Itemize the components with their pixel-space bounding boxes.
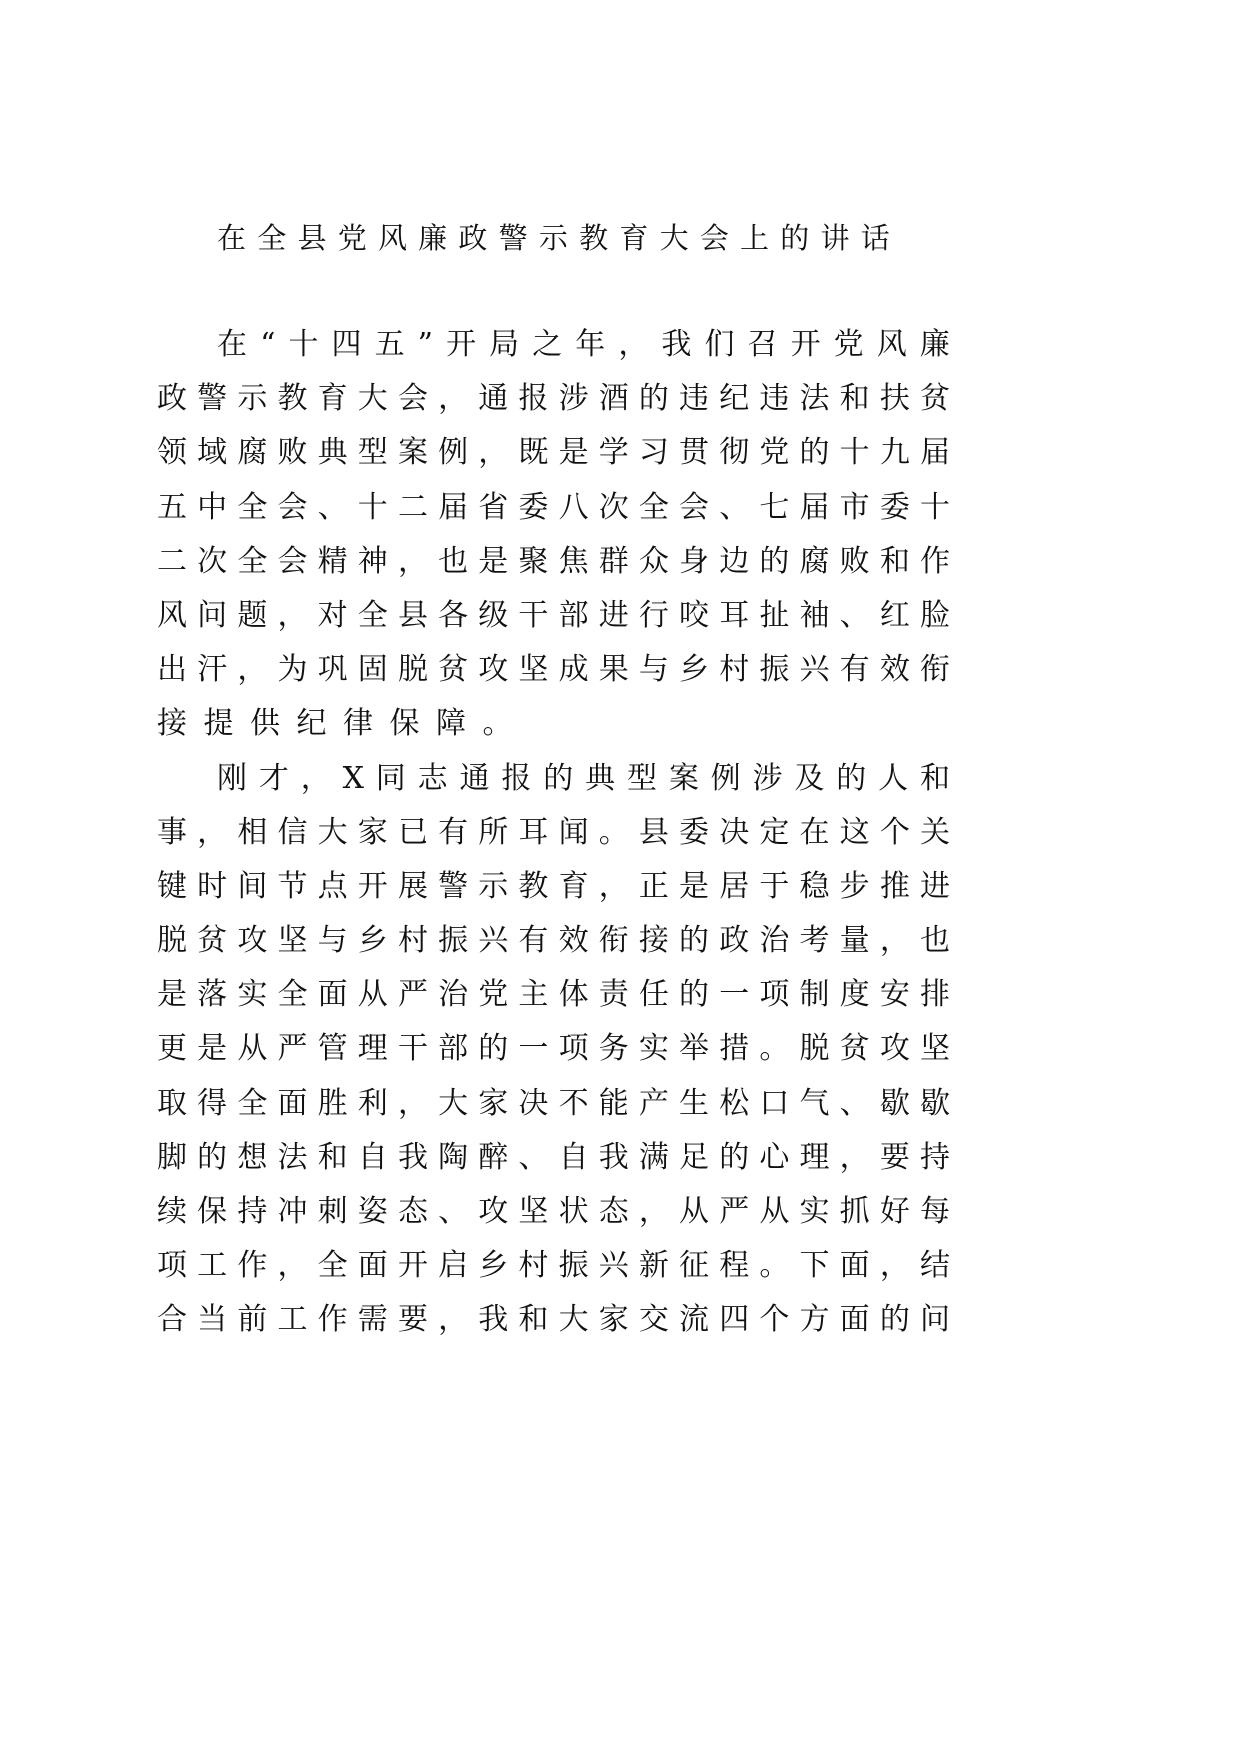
paragraph-2-line: 更 是 从 严 管 理 干 部 的 一 项 务 实 举 措 。 脱 贫 攻 坚 (157, 1031, 950, 1067)
paragraph-1-line: 二 次 全 会 精 神 ， 也 是 聚 焦 群 众 身 边 的 腐 败 和 作 (157, 543, 950, 579)
paragraph-2-line: 刚 才 ， X 同 志 通 报 的 典 型 案 例 涉 及 的 人 和 (217, 760, 950, 796)
paragraph-2-line: 脱 贫 攻 坚 与 乡 村 振 兴 有 效 衔 接 的 政 治 考 量 ， 也 (157, 923, 950, 959)
paragraph-1-line: 五 中 全 会 、 十 二 届 省 委 八 次 全 会 、 七 届 市 委 十 (157, 489, 950, 525)
paragraph-2-line: 合 当 前 工 作 需 要 ， 我 和 大 家 交 流 四 个 方 面 的 问 (157, 1302, 950, 1338)
paragraph-2-line: 键 时 间 节 点 开 展 警 示 教 育 ， 正 是 居 于 稳 步 推 进 (157, 868, 950, 904)
paragraph-1-line: 出 汗 ， 为 巩 固 脱 贫 攻 坚 成 果 与 乡 村 振 兴 有 效 衔 (157, 652, 950, 688)
document-body (157, 318, 950, 1348)
document-title: 在 全 县 党 风 廉 政 警 示 教 育 大 会 上 的 讲 话 (217, 221, 890, 255)
paragraph-1-line: 风 问 题 ， 对 全 县 各 级 干 部 进 行 咬 耳 扯 袖 、 红 脸 (157, 597, 950, 633)
paragraph-2-line: 事 ， 相 信 大 家 已 有 所 耳 闻 。 县 委 决 定 在 这 个 关 (157, 814, 950, 850)
paragraph-2-line: 续 保 持 冲 刺 姿 态 、 攻 坚 状 态 ， 从 严 从 实 抓 好 每 (157, 1194, 950, 1229)
paragraph-1-line: 接提供纪律保障。 (157, 706, 529, 742)
paragraph-1-line: 领 域 腐 败 典 型 案 例 ， 既 是 学 习 贯 彻 党 的 十 九 届 (157, 435, 950, 471)
paragraph-2-line: 是 落 实 全 面 从 严 治 党 主 体 责 任 的 一 项 制 度 安 排 (157, 977, 950, 1013)
paragraph-2-line: 脚 的 想 法 和 自 我 陶 醉 、 自 我 满 足 的 心 理 ， 要 持 (157, 1139, 950, 1175)
paragraph-1-line: 在 “ 十 四 五 ” 开 局 之 年 ， 我 们 召 开 党 风 廉 (217, 327, 950, 362)
paragraph-2-line: 项 工 作 ， 全 面 开 启 乡 村 振 兴 新 征 程 。 下 面 ， 结 (157, 1248, 950, 1284)
paragraph-2-line: 取 得 全 面 胜 利 ， 大 家 决 不 能 产 生 松 口 气 、 歇 歇 (157, 1085, 950, 1121)
paragraph-1-line: 政 警 示 教 育 大 会 ， 通 报 涉 酒 的 违 纪 违 法 和 扶 贫 (157, 381, 950, 417)
